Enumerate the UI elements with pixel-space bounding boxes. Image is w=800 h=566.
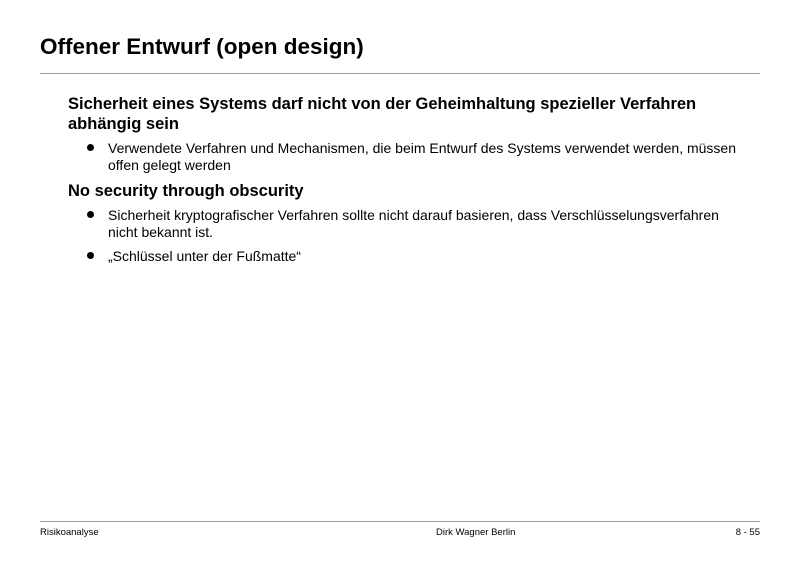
bullet-list <box>68 140 748 174</box>
title-divider <box>40 73 760 74</box>
bullet-item <box>68 207 748 241</box>
slide-content <box>68 94 748 272</box>
footer-author: Dirk Wagner Berlin <box>436 527 516 538</box>
bullet-text: „Schlüssel unter der Fußmatte“ <box>108 248 301 264</box>
section-heading: No security through obscurity <box>68 182 304 200</box>
bullet-dot-icon <box>87 211 94 218</box>
footer-course: Risikoanalyse <box>40 527 99 538</box>
page-title: Offener Entwurf (open design) <box>40 34 364 59</box>
section-open-design <box>68 94 748 174</box>
footer-divider <box>40 521 760 522</box>
section-no-obscurity <box>68 181 748 265</box>
footer-page-number: 8 - 55 <box>735 527 760 538</box>
bullet-dot-icon <box>87 144 94 151</box>
bullet-item <box>68 140 748 174</box>
bullet-item <box>68 248 748 265</box>
bullet-dot-icon <box>87 252 94 259</box>
bullet-text: Verwendete Verfahren und Mechanismen, die beim Entwurf des Systems verwendet werden, müssen offen gelegt werden <box>108 140 736 173</box>
bullet-text: Sicherheit kryptografischer Verfahren sollte nicht darauf basieren, dass Verschlüsselungsverfahren nicht bekannt ist. <box>108 207 719 240</box>
bullet-list <box>68 207 748 265</box>
section-heading: Sicherheit eines Systems darf nicht von der Geheimhaltung spezieller Verfahren abhängig sein <box>68 95 697 133</box>
